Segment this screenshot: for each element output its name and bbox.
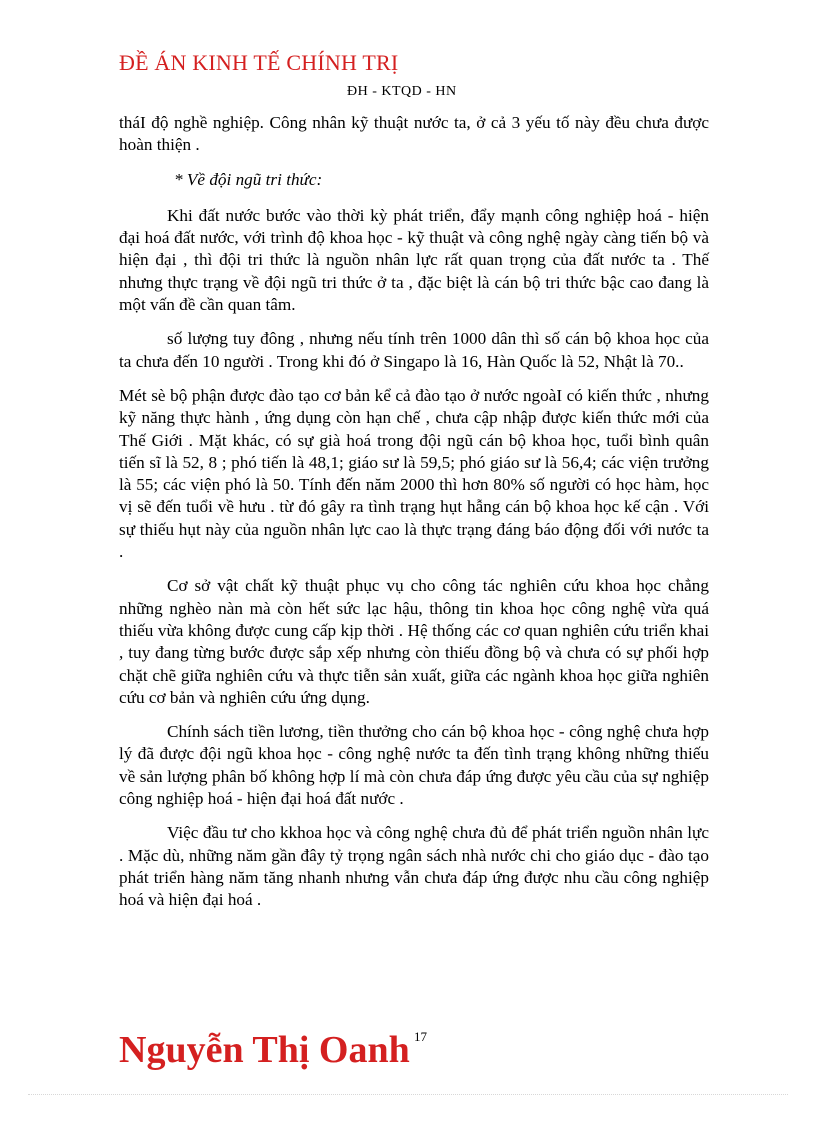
page-bottom-divider xyxy=(28,1094,788,1095)
paragraph-industrialization: Khi đất nước bước vào thời kỳ phát triển, đẩy mạnh công nghiệp hoá - hiện đại hoá đất nước, với trình độ khoa học - kỹ thuật và công nghệ ngày càng tiến bộ và hiện đại , thì đội tri thức là nguồn nhân lực rất quan trọng của đất nước ta . Thế nhưng thực trạng về đội ngũ tri thức ở ta , đặc biệt là cán bộ tri thức bậc cao đang là một vấn đề cần quan tâm. xyxy=(119,205,709,315)
header-title: ĐỀ ÁN KINH TẾ CHÍNH TRỊ xyxy=(119,50,399,75)
paragraph-investment: Việc đầu tư cho kkhoa học và công nghệ chưa đủ để phát triển nguồn nhân lực . Mặc dù, những năm gần đây tỷ trọng ngân sách nhà nước chi cho giáo dục - đào tạo phát triển hàng năm tăng nhanh nhưng vẫn chưa đáp ứng được nhu cầu công nghiệp hoá và hiện đại hoá . xyxy=(119,823,709,910)
paragraph-scientist-count: số lượng tuy đông , nhưng nếu tính trên 1000 dân thì số cán bộ khoa học của ta chưa đến 10 người . Trong khi đó ở Singapo là 16, Hàn Quốc là 52, Nhật là 70.. xyxy=(119,329,709,371)
footer-author-name: Nguyễn Thị Oanh xyxy=(119,1029,410,1071)
paragraph-infrastructure: Cơ sở vật chất kỹ thuật phục vụ cho công tác nghiên cứu khoa học chẳng những nghèo nàn mà còn hết sức lạc hậu, thông tin khoa học công nghệ vừa quá thiếu vừa không được cung cấp kịp thời . Hệ thống các cơ quan nghiên cứu triển khai , tuy đang từng bước được sắp xếp nhưng còn thiếu đồng bộ và chưa có sự phối hợp chặt chẽ giữa nghiên cứu và thực tiễn sản xuất, giữa các ngành khoa học giữa nghiên cứu cơ bản và nghiên cứu ứng dụng. xyxy=(119,576,709,707)
header-subtitle: ĐH - KTQD - HN xyxy=(347,84,457,99)
section-heading-intellectuals: * Về đội ngũ tri thức: xyxy=(174,169,323,189)
body-content xyxy=(119,112,709,924)
page-number: 17 xyxy=(414,1029,427,1044)
paragraph-intro: tháI độ nghề nghiệp. Công nhân kỹ thuật nước ta, ở cả 3 yếu tố này đều chưa được hoàn thiện . xyxy=(119,113,709,155)
paragraph-training-aging: Mét sè bộ phận được đào tạo cơ bản kể cả đào tạo ở nước ngoàI có kiến thức , nhưng kỹ năng thực hành , ứng dụng còn hạn chế , chưa cập nhập được kiến thức mới của Thế Giới . Mặt khác, có sự già hoá trong đội ngũ cán bộ khoa học, tuổi bình quân tiến sĩ là 52, 8 ; phó tiến là 48,1; giáo sư là 59,5; phó giáo sư là 56,4; các viện trưởng là 55; các viện phó là 50. Tính đến năm 2000 thì hơn 80% số người có học hàm, học vị sẽ đến tuổi về hưu . từ đó gây ra tình trạng hụt hẫng cán bộ khoa học kế cận . Với sự thiếu hụt này của nguồn nhân lực cao là thực trạng đáng báo động đối với nước ta . xyxy=(119,385,709,562)
paragraph-salary-policy: Chính sách tiền lương, tiền thưởng cho cán bộ khoa học - công nghệ chưa hợp lý đã được đội ngũ khoa học - công nghệ nước ta đến tình trạng không những thiếu về sản lượng phân bố không hợp lí mà còn chưa đáp ứng được yêu cầu của sự nghiệp công nghiệp hoá - hiện đại hoá đất nước . xyxy=(119,722,709,809)
